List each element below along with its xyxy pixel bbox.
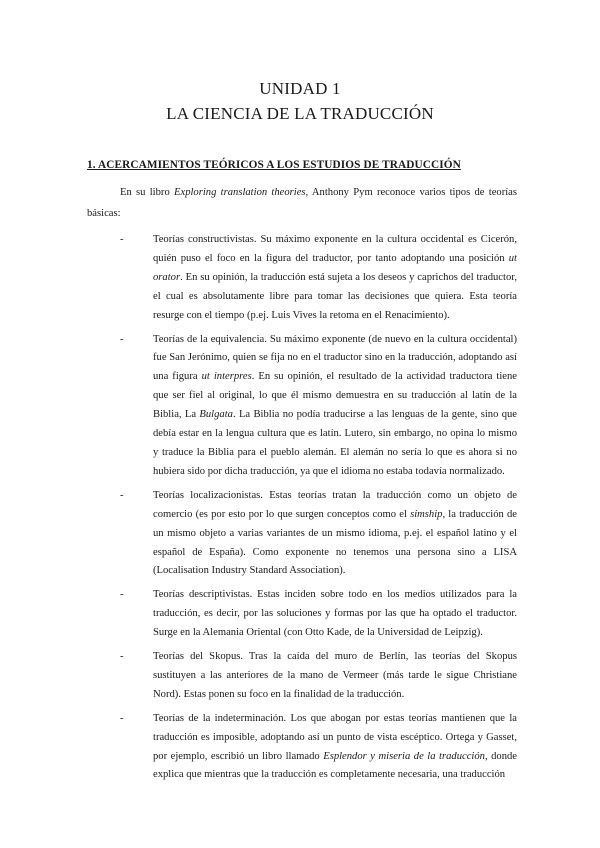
bullet-dash: - bbox=[120, 333, 124, 345]
item-text-part: . En su opinión, la traducción está sujeta a los deseos y caprichos del traductor, el cual es absolutamente libre para tomar las decisiones que quiera. Esta teoría resurge con el tiempo (p.ej. Luis Vives la retoma en el Renacimiento). bbox=[153, 271, 517, 321]
item-text-part: Teorías localizacionistas. Estas teorías tratan la traducción como un objeto de comercio (es por esto por lo que surgen conceptos como el bbox=[153, 489, 517, 520]
list-item bbox=[87, 231, 517, 326]
list-item bbox=[87, 487, 517, 582]
intro-paragraph bbox=[87, 183, 517, 224]
intro-text-post: Anthony Pym reconoce varios tipos de teorías básicas: bbox=[87, 187, 517, 219]
item-emphasis: Esplendor y miseria de la traducción bbox=[323, 750, 485, 762]
item-text bbox=[153, 586, 517, 643]
section-heading: 1. ACERCAMIENTOS TEÓRICOS A LOS ESTUDIOS DE TRADUCCIÓN bbox=[87, 159, 461, 171]
theory-list bbox=[87, 231, 517, 790]
intro-book-title: Exploring translation theories, bbox=[174, 187, 309, 198]
list-item bbox=[87, 586, 517, 643]
item-text bbox=[153, 648, 517, 705]
list-item bbox=[87, 710, 517, 786]
item-emphasis: ut interpres bbox=[201, 371, 252, 383]
bullet-dash: - bbox=[120, 651, 124, 663]
item-text-part: . En su opinión, el resultado de la actividad traductora tiene que ser fiel al original, lo que él mismo demuestra en su traducción al latín de la Biblia, La bbox=[153, 371, 518, 421]
bullet-dash: - bbox=[120, 234, 124, 245]
item-emphasis: ut orator bbox=[153, 252, 517, 283]
unit-subtitle: LA CIENCIA DE LA TRADUCCIÓN bbox=[166, 104, 434, 123]
bullet-dash: - bbox=[120, 712, 124, 724]
item-text-part: , donde explica que mientras que la traducción es completamente necesaria, una traducción bbox=[153, 750, 518, 781]
intro-text-pre: En su libro bbox=[120, 187, 175, 198]
item-text-part: Teorías constructivistas. Su máximo exponente en la cultura occidental es Cicerón, quién puso el foco en la figura del traductor, por tanto adoptando una posición bbox=[153, 234, 517, 264]
list-item bbox=[87, 648, 517, 705]
item-text bbox=[153, 710, 517, 786]
item-text-part: Teorías de la equivalencia. Su máximo exponente (de nuevo en la cultura occidental) fue San Jerónimo, quien se fija no en el traductor sino en la traducción, adoptando así una figura bbox=[153, 333, 517, 383]
bullet-dash: - bbox=[120, 589, 124, 601]
item-text-part: Teorías de la indeterminación. Los que abogan por estas teorías mantienen que la traducción es imposible, adoptando así un punto de vista escéptico. Ortega y Gasset, por ejemplo, escribió un libro llamado bbox=[153, 712, 517, 762]
item-emphasis: simship bbox=[410, 508, 443, 520]
bullet-dash: - bbox=[120, 489, 124, 501]
item-text bbox=[153, 231, 517, 326]
item-text-part: Teorías descriptivistas. Estas inciden sobre todo en los medios utilizados para la traducción, es decir, por las soluciones y formas por las que ha optado el traductor. Surge en la Alemania Oriental (con Otto Kade, de la Universidad de Leipzig). bbox=[153, 589, 517, 639]
item-emphasis: Bulgata bbox=[199, 409, 233, 421]
item-text-part: , la traducción de un mismo objeto a varias variantes de un mismo idioma, p.ej. el español latino y el español de España). Como exponente no tenemos una persona sino a LISA (Localisation Industry Standard Association). bbox=[153, 508, 517, 577]
item-text bbox=[153, 331, 517, 482]
item-text-part: . La Biblia no podía traducirse a las lenguas de la gente, sino que debía estar en la lengua cultura que es latín. Lutero, sin embargo, no opina lo mismo y traduce la Biblia para el pueblo alemán. El alemán no sería lo que es ahora si no hubiera sido por dicha traducción, ya que el idioma no estaba todavía normalizado. bbox=[153, 409, 518, 477]
item-text-part: Teorías del Skopus. Tras la caída del muro de Berlín, las teorías del Skopus sustituyen a las anteriores de la mano de Vermeer (más tarde le sigue Christiane Nord). Estas ponen su foco en la finalidad de la traducción. bbox=[153, 651, 517, 700]
list-item bbox=[87, 331, 517, 482]
unit-title: UNIDAD 1 bbox=[259, 79, 341, 98]
item-text bbox=[153, 487, 517, 582]
